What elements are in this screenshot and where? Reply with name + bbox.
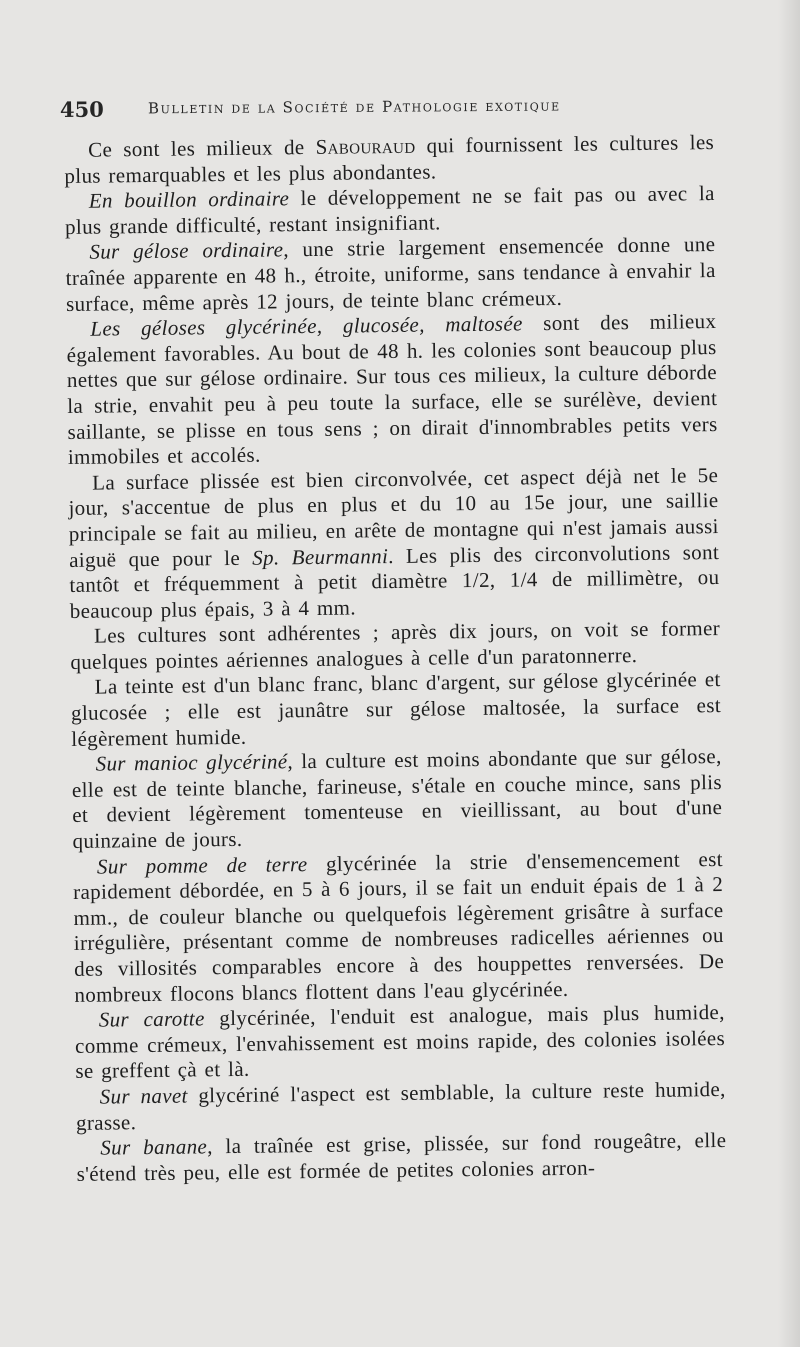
paragraph-gelose-ordinaire: Sur gélose ordinaire, une strie largement ensemencée donne une traînée apparente en 48 h., étroite, uniforme, sans tendance à envahir la surface, même après 12 jours, de teinte blanc crémeux. <box>65 232 716 316</box>
running-title: Bulletin de la Société de Pathologie exotique <box>147 96 561 118</box>
paragraph-sabouraud: Ce sont les milieux de Sabouraud qui fournissent les cultures les plus remarquables et les plus abondantes. <box>64 130 715 188</box>
paragraph-navet: Sur navet glycériné l'aspect est semblable, la culture reste humide, grasse. <box>75 1076 726 1135</box>
paragraph-pomme-de-terre: Sur pomme de terre glycérinée la strie d'ensemencement est rapidement débordée, en 5 à 6 jours, il se fait un enduit épais de 1 à 2 mm., de couleur blanche ou quelquefois légèrement grisâtre à surface irrégulière, présentant comme de nombreuses radicelles aériennes ou des villosités comparables encore à des houppettes renversées. De nombreux flocons blancs flottent dans l'eau glycérinée. <box>73 846 725 1007</box>
paragraph-teinte: La teinte est d'un blanc franc, blanc d'argent, sur gélose glycérinée et glucosée ; elle est jaunâtre sur gélose maltosée, la surface est légèrement humide. <box>70 667 722 751</box>
body-text <box>64 130 727 1187</box>
page-edge-shadow <box>778 0 800 1347</box>
paragraph-cultures-adherentes: Les cultures sont adhérentes ; après dix jours, on voit se former quelques pointes aériennes analogues à celle d'un paratonnerre. <box>70 616 721 674</box>
paragraph-banane: Sur banane, la traînée est grise, plissée, sur fond rougeâtre, elle s'étend très peu, elle est formée de petites colonies arron- <box>76 1128 727 1186</box>
page-number: 450 <box>59 96 104 122</box>
paragraph-geloses-glycerinee: Les géloses glycérinée, glucosée, maltosée sont des milieux également favorables. Au bout de 48 h. les colonies sont beaucoup plus nettes que sur gélose ordinaire. Sur tous ces milieux, la culture déborde la strie, envahit peu à peu toute la surface, elle se surélève, devient saillante, se plisse en tous sens ; on dirait d'innombrables petits vers immobiles et accolés. <box>66 309 718 470</box>
paragraph-bouillon: En bouillon ordinaire le développement ne se fait pas ou avec la plus grande difficulté, restant insignifiant. <box>64 181 715 239</box>
paragraph-surface-plissee: La surface plissée est bien circonvolvée, cet aspect déjà net le 5e jour, s'accentue de plus en plus et du 10 au 15e jour, une saillie principale se fait au milieu, en arête de montagne qui n'est jamais aussi aiguë que pour le Sp. Beurmanni. Les plis des circonvolutions sont tantôt et fréquemment à petit diamètre 1/2, 1/4 de millimètre, ou beaucoup plus épais, 3 à 4 mm. <box>68 462 720 623</box>
page-header <box>60 93 620 127</box>
paragraph-manioc: Sur manioc glycériné, la culture est moins abondante que sur gélose, elle est de teinte blanche, farineuse, s'étale en couche mince, sans plis et devient légèrement tomenteuse en vieillissant, au bout d'une quinzaine de jours. <box>71 744 723 853</box>
paragraph-carotte: Sur carotte glycérinée, l'enduit est analogue, mais plus humide, comme crémeux, l'envahissement est moins rapide, des colonies isolées se greffent çà et là. <box>74 1000 726 1084</box>
